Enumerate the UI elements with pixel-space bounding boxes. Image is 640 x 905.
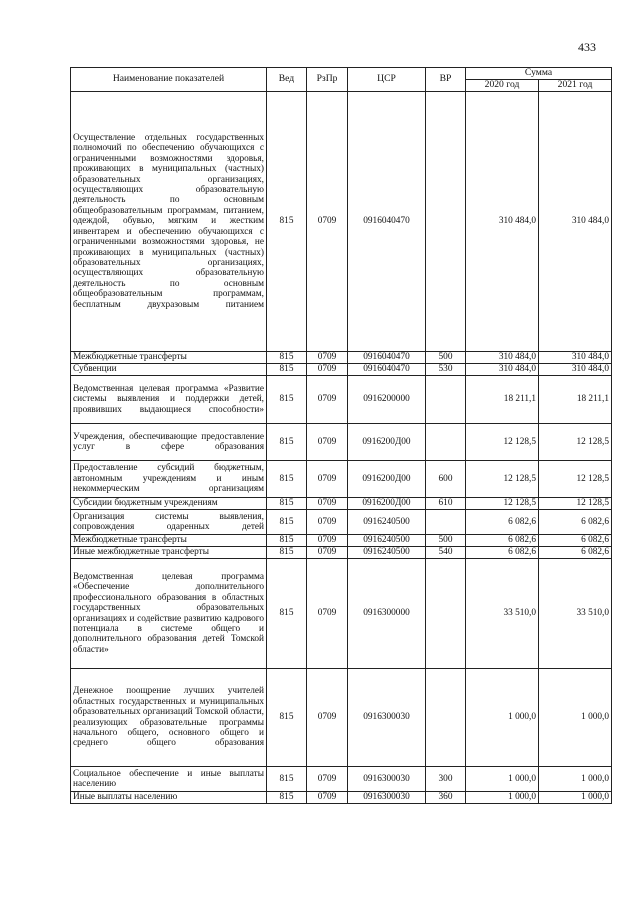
row-name: Субвенции (71, 364, 267, 376)
row-rzpr: 0709 (307, 669, 348, 767)
row-vr: 300 (426, 767, 466, 792)
row-ved: 815 (267, 669, 307, 767)
row-csr: 0916200Д00 (348, 498, 426, 510)
row-name: Иные межбюджетные трансферты (71, 547, 267, 559)
row-ved: 815 (267, 92, 307, 352)
row-csr: 0916200Д00 (348, 461, 426, 498)
row-rzpr: 0709 (307, 559, 348, 669)
table-header (71, 68, 612, 92)
row-name: Субсидии бюджетным учреждениям (71, 498, 267, 510)
header-ved: Вед (267, 68, 307, 92)
row-amount-2020: 1 000,0 (466, 669, 539, 767)
row-csr: 0916200000 (348, 376, 426, 424)
budget-table (70, 67, 612, 804)
table-row (71, 547, 612, 559)
row-name: Ведомственная целевая программа «Обеспечение дополнительного профессионального образования в областных государственных образовательных организациях и содействие развитию кадрового потенциала в системе общего и дополнительного образования детей Томской области» (71, 559, 267, 669)
header-vr: ВР (426, 68, 466, 92)
row-vr (426, 92, 466, 352)
row-amount-2021: 310 484,0 (539, 352, 612, 364)
row-rzpr: 0709 (307, 364, 348, 376)
row-vr (426, 669, 466, 767)
row-amount-2020: 310 484,0 (466, 352, 539, 364)
row-amount-2020: 33 510,0 (466, 559, 539, 669)
row-name: Осуществление отдельных государственных полномочий по обеспечению обучающихся с ограниченными возможностями здоровья, проживающих в муниципальных (частных) образовательных организациях, осуществляющих образовательную деятельность по основным общеобразовательным программам, питанием, одеждой, обувью, мягким и жестким инвентарем и обеспечению обучающихся с ограниченными возможностями здоровья, не проживающих в муниципальных (частных) образовательных организациях, осуществляющих образовательную деятельность по основным общеобразовательным программам, бесплатным двухразовым питанием (71, 92, 267, 352)
row-csr: 0916040470 (348, 364, 426, 376)
row-rzpr: 0709 (307, 352, 348, 364)
table-row (71, 352, 612, 364)
row-csr: 0916300030 (348, 792, 426, 804)
row-vr (426, 376, 466, 424)
row-amount-2021: 6 082,6 (539, 510, 612, 535)
table-row (71, 792, 612, 804)
table-row (71, 669, 612, 767)
row-rzpr: 0709 (307, 92, 348, 352)
row-csr: 0916240500 (348, 547, 426, 559)
row-name: Ведомственная целевая программа «Развитие системы выявления и поддержки детей, проявивших выдающиеся способности» (71, 376, 267, 424)
row-vr: 500 (426, 352, 466, 364)
row-amount-2020: 6 082,6 (466, 547, 539, 559)
header-csr: ЦСР (348, 68, 426, 92)
row-amount-2021: 1 000,0 (539, 767, 612, 792)
table-row (71, 535, 612, 547)
table-row (71, 767, 612, 792)
row-name: Организация системы выявления, сопровождения одаренных детей (71, 510, 267, 535)
row-rzpr: 0709 (307, 424, 348, 461)
row-vr: 530 (426, 364, 466, 376)
row-name: Межбюджетные трансферты (71, 352, 267, 364)
row-vr: 500 (426, 535, 466, 547)
row-amount-2020: 1 000,0 (466, 767, 539, 792)
row-amount-2020: 12 128,5 (466, 424, 539, 461)
row-ved: 815 (267, 510, 307, 535)
row-rzpr: 0709 (307, 547, 348, 559)
row-ved: 815 (267, 792, 307, 804)
row-name: Учреждения, обеспечивающие предоставление услуг в сфере образования (71, 424, 267, 461)
row-vr (426, 510, 466, 535)
row-amount-2021: 6 082,6 (539, 547, 612, 559)
table-body (71, 92, 612, 804)
table-row (71, 498, 612, 510)
row-amount-2021: 12 128,5 (539, 424, 612, 461)
row-ved: 815 (267, 424, 307, 461)
row-amount-2021: 1 000,0 (539, 792, 612, 804)
row-name: Предоставление субсидий бюджетным, автономным учреждениям и иным некоммерческим организациям (71, 461, 267, 498)
row-amount-2021: 6 082,6 (539, 535, 612, 547)
row-name: Межбюджетные трансферты (71, 535, 267, 547)
row-amount-2020: 6 082,6 (466, 535, 539, 547)
row-rzpr: 0709 (307, 376, 348, 424)
row-amount-2020: 310 484,0 (466, 364, 539, 376)
page-number: 433 (578, 40, 596, 54)
row-ved: 815 (267, 376, 307, 424)
row-amount-2020: 12 128,5 (466, 498, 539, 510)
row-vr: 600 (426, 461, 466, 498)
header-rzpr: РзПр (307, 68, 348, 92)
row-amount-2021: 12 128,5 (539, 461, 612, 498)
table-row (71, 376, 612, 424)
row-vr (426, 559, 466, 669)
row-ved: 815 (267, 364, 307, 376)
row-amount-2020: 12 128,5 (466, 461, 539, 498)
row-vr: 610 (426, 498, 466, 510)
row-rzpr: 0709 (307, 461, 348, 498)
row-amount-2020: 18 211,1 (466, 376, 539, 424)
row-csr: 0916300000 (348, 559, 426, 669)
row-amount-2020: 1 000,0 (466, 792, 539, 804)
header-name: Наименование показателей (71, 68, 267, 92)
table-row (71, 559, 612, 669)
row-ved: 815 (267, 535, 307, 547)
row-vr: 540 (426, 547, 466, 559)
row-rzpr: 0709 (307, 792, 348, 804)
table-row (71, 510, 612, 535)
row-csr: 0916240500 (348, 535, 426, 547)
row-rzpr: 0709 (307, 498, 348, 510)
header-sum: Сумма (466, 68, 612, 80)
row-csr: 0916200Д00 (348, 424, 426, 461)
table-row (71, 92, 612, 352)
row-name: Иные выплаты населению (71, 792, 267, 804)
row-amount-2021: 310 484,0 (539, 92, 612, 352)
row-ved: 815 (267, 547, 307, 559)
row-amount-2020: 6 082,6 (466, 510, 539, 535)
row-vr (426, 424, 466, 461)
row-csr: 0916300030 (348, 669, 426, 767)
row-rzpr: 0709 (307, 535, 348, 547)
row-csr: 0916040470 (348, 352, 426, 364)
row-ved: 815 (267, 352, 307, 364)
header-year-2021: 2021 год (539, 80, 612, 92)
row-ved: 815 (267, 498, 307, 510)
row-name: Денежное поощрение лучших учителей областных государственных и муниципальных образовательных организаций Томской области, реализующих образовательные программы начального общего, основного общего и среднего общего образования (71, 669, 267, 767)
table-row (71, 364, 612, 376)
row-csr: 0916300030 (348, 767, 426, 792)
row-amount-2021: 310 484,0 (539, 364, 612, 376)
row-amount-2021: 18 211,1 (539, 376, 612, 424)
row-rzpr: 0709 (307, 767, 348, 792)
row-ved: 815 (267, 559, 307, 669)
row-amount-2021: 1 000,0 (539, 669, 612, 767)
row-vr: 360 (426, 792, 466, 804)
row-csr: 0916240500 (348, 510, 426, 535)
row-ved: 815 (267, 461, 307, 498)
row-rzpr: 0709 (307, 510, 348, 535)
row-amount-2021: 12 128,5 (539, 498, 612, 510)
row-name: Социальное обеспечение и иные выплаты населению (71, 767, 267, 792)
row-amount-2020: 310 484,0 (466, 92, 539, 352)
table-row (71, 461, 612, 498)
table-row (71, 424, 612, 461)
row-csr: 0916040470 (348, 92, 426, 352)
row-amount-2021: 33 510,0 (539, 559, 612, 669)
row-ved: 815 (267, 767, 307, 792)
header-year-2020: 2020 год (466, 80, 539, 92)
